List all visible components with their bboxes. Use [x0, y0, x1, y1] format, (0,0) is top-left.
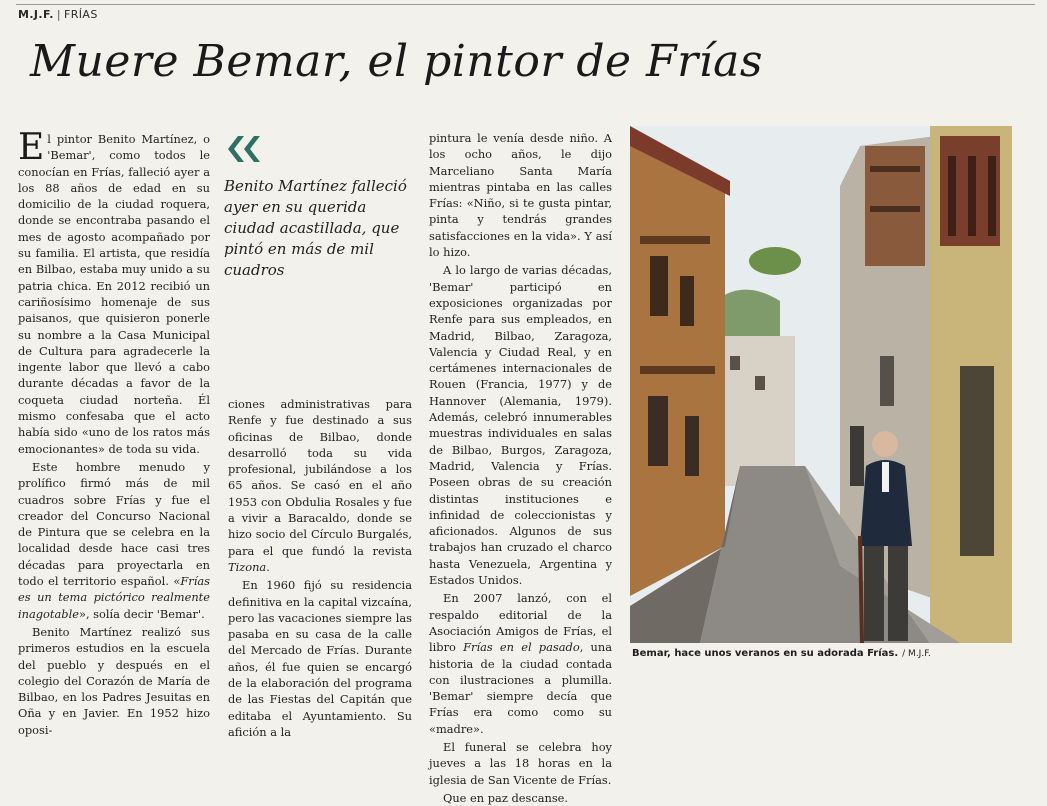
byline-separator: | [56, 8, 61, 21]
street-photo [630, 126, 1012, 643]
inline-quote: Frías es un tema pictórico realmente inagotable [18, 574, 210, 621]
pull-quote-text: Benito Martínez falleció ayer en su querida ciudad acastillada, que pintó en más de mil cuadros [224, 177, 407, 279]
column-3-paragraph-5: Que en paz descanse. [443, 790, 569, 805]
pull-quote [224, 134, 420, 281]
double-chevron-quote-icon [224, 134, 420, 168]
headline: Muere Bemar, el pintor de Frías [30, 36, 763, 87]
column-3-paragraph-4: El funeral se celebra hoy jueves a las 18 horas en la iglesia de San Vicente de Frías. [429, 739, 612, 787]
column-3-paragraph-1: pintura le venía desde niño. A los ocho años, le dijo Marceliano Santa María mientras pintaba en las calles Frías: «Niño, si te gusta pintar, pinta y tendrás grandes satisfacciones en la vida». Y así lo hizo. [429, 131, 612, 260]
column-1-paragraph-2: Este hombre menudo y prolífico firmó más de mil cuadros sobre Frías y fue el creador del Concurso Nacional de Pintura que se celebra en la localidad desde hace casi tres décadas para proyectarla en todo el territorio español. «Frías es un tema pictórico realmente inagotable», solía decir 'Bemar'. [18, 459, 210, 621]
top-rule [16, 4, 1035, 5]
book-title: Frías en el pasado [463, 640, 580, 655]
column-1-paragraph-1: El pintor Benito Martínez, o 'Bemar', como todos le conocían en Frías, falleció ayer a los 88 años de edad en su domicilio de la ciudad roquera, donde se encontraba pasando el mes de agosto acompañado por su familia. El artista, que residía en Bilbao, estaba muy unido a su patria chica. En 2012 recibió un cariñosísimo homenaje de sus paisanos, que quisieron ponerle su nombre a la Casa Municipal de Cultura para agradecerle la ingente labor que llevó a cabo durante décadas a favor de la coqueta ciudad norteña. Él mismo confesaba que el acto había sido «uno de los ratos más emocionantes» de toda su vida. [18, 127, 210, 456]
column-2-paragraph-2: En 1960 fijó su residencia definitiva en la capital vizcaína, pero las vacaciones siempre las pasaba en su casa de la calle del Mercado de Frías. Durante años, él fue quien se encargó de la elaboración del programa de las Fiestas del Capitán que editaba el Ayuntamiento. Su afición a la [228, 578, 412, 739]
byline [18, 8, 98, 21]
photo-caption [632, 648, 931, 659]
magazine-title: Tizona [228, 559, 267, 574]
caption-text: Bemar, hace unos veranos en su adorada Frías. [632, 648, 899, 659]
drop-cap: E [18, 127, 45, 168]
column-3-paragraph-2: A lo largo de varias décadas, 'Bemar' participó en exposiciones organizadas por Renfe para sus empleados, en Madrid, Bilbao, Zaragoza, Valencia y Ciudad Real, y en certámenes internacionales de Rouen (Francia, 1977) y de Hannover (Alemania, 1979). Además, celebró innumerables muestras individuales en salas de Bilbao, Burgos, Zaragoza, Madrid, Valencia y Frías. Poseen obras de su creación distintas instituciones e infinidad de coleccionistas y aficionados. Algunos de sus trabajos han cruzado el charco hasta Venezuela, Argentina y Estados Unidos. [429, 263, 612, 588]
column-1-paragraph-3: Benito Martínez realizó sus primeros estudios en la escuela del pueblo y después en el colegio del Corazón de María de Bilbao, en los Padres Jesuitas en Oña y en Javier. En 1952 hizo oposi- [18, 624, 210, 737]
column-2-paragraph-1: ciones administrativas para Renfe y fue destinado a sus oficinas de Bilbao, donde desarrolló toda su vida profesional, jubilándose a los 65 años. Se casó en el año 1953 con Obdulia Rosales y fue a vivir a Baracaldo, donde se hizo socio del Círculo Burgalés, para el que fundó la revista Tizona. [228, 397, 412, 574]
photo-credit: / M.J.F. [902, 649, 931, 659]
byline-author: M.J.F. [18, 8, 54, 21]
article-column-3 [429, 130, 612, 806]
column-3-paragraph-3: En 2007 lanzó, con el respaldo editorial de la Asociación Amigos de Frías, el libro Frías en el pasado, una historia de la ciudad contada con ilustraciones a plumilla. 'Bemar' siempre decía que Frías era como como su «madre». [429, 591, 612, 736]
article-column-2 [228, 396, 412, 740]
byline-section: FRÍAS [63, 8, 98, 21]
article-column-1 [18, 127, 210, 738]
